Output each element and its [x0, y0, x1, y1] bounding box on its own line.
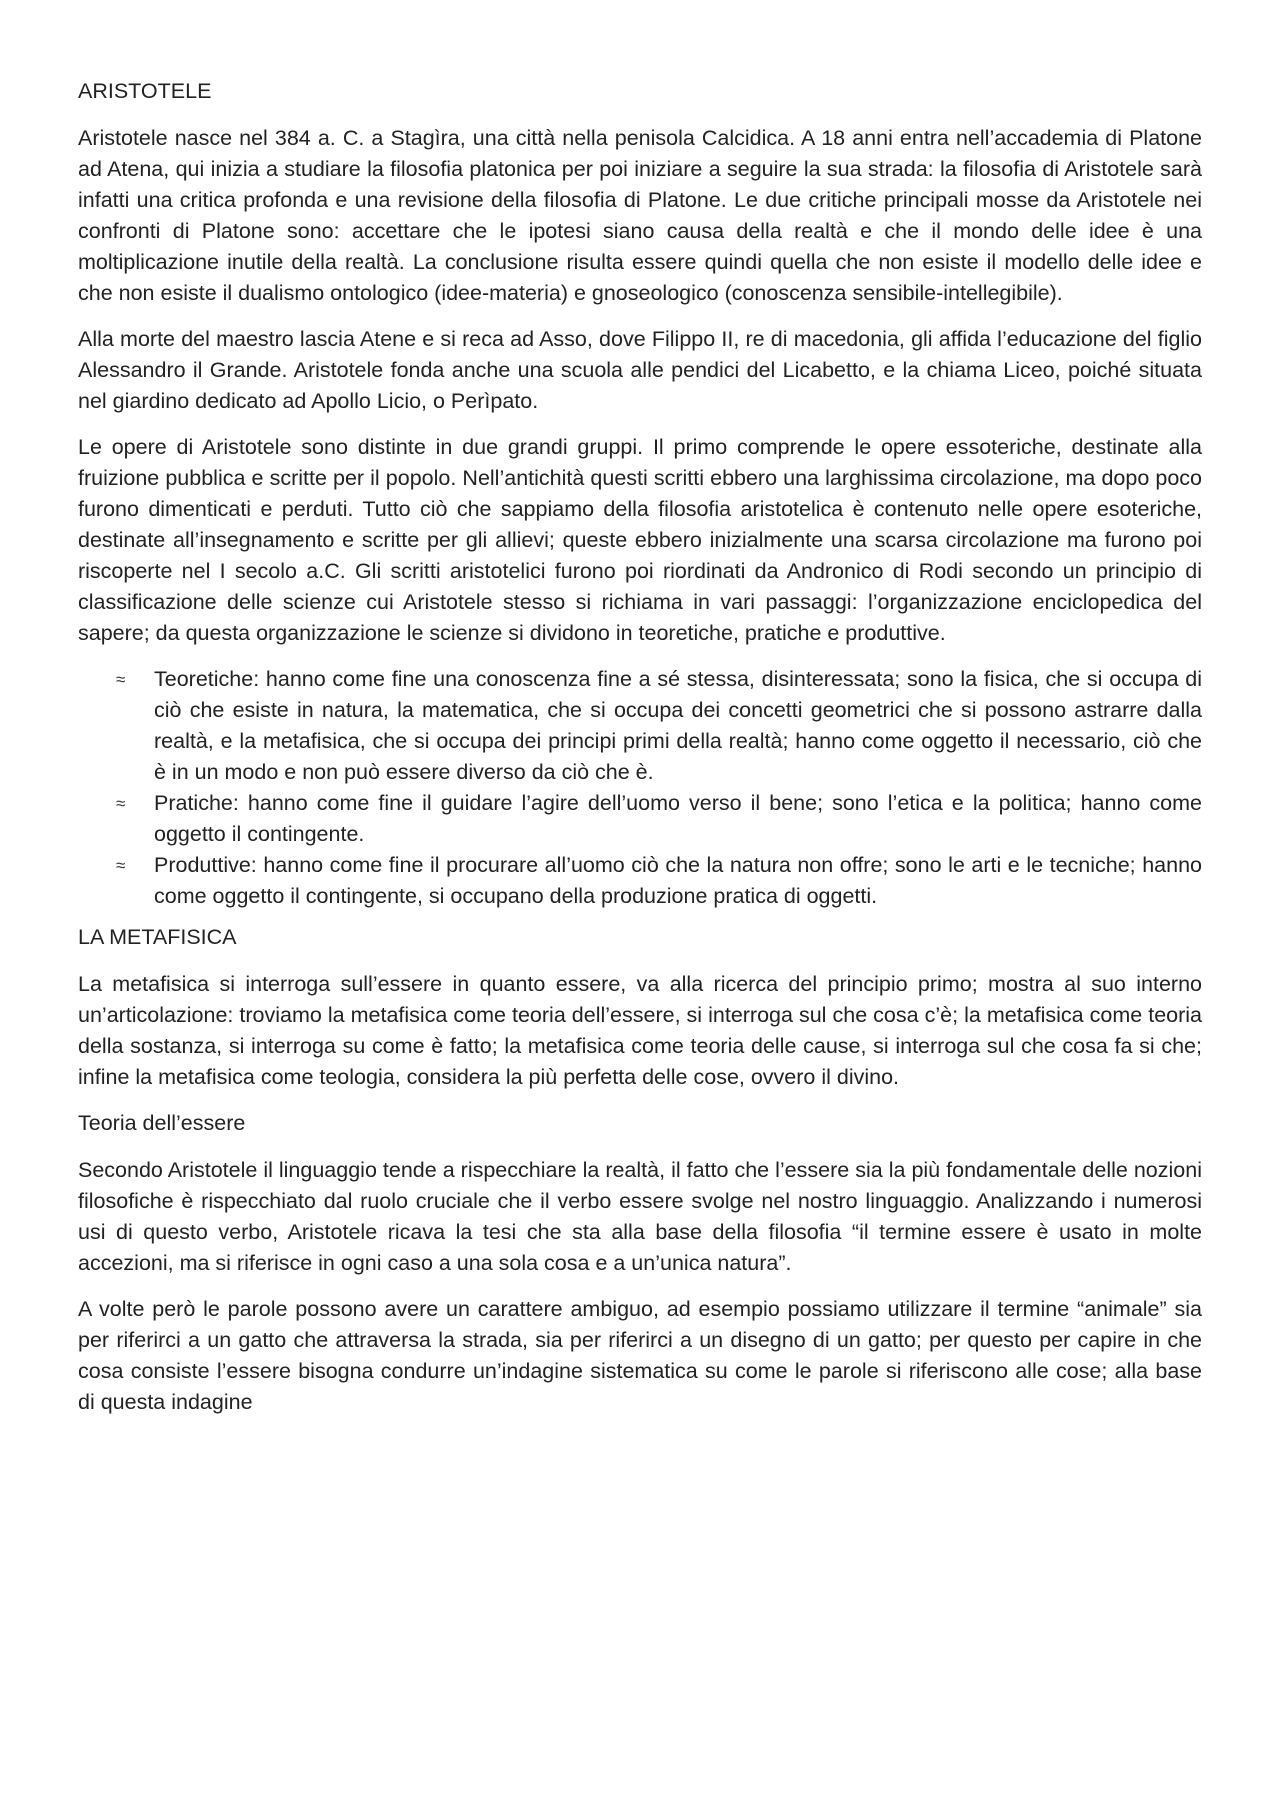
document-page	[78, 76, 1202, 1433]
subsection-paragraph-1: Secondo Aristotele il linguaggio tende a rispecchiare la realtà, il fatto che l’essere sia la più fondamentale delle nozioni filosofiche è rispecchiato dal ruolo cruciale che il verbo essere svolge nel nostro linguaggio. Analizzando i numerosi usi di questo verbo, Aristotele ricava la tesi che sta alla base della filosofia “il termine essere è usato in molte accezioni, ma si riferisce in ogni caso a una sola cosa e a un’unica natura”.	[78, 1158, 1202, 1275]
intro-paragraph-2: Alla morte del maestro lascia Atene e si reca ad Asso, dove Filippo II, re di macedonia, gli affida l’educazione del figlio Alessandro il Grande. Aristotele fonda anche una scuola alle pendici del Licabetto, e la chiama Liceo, poiché situata nel giardino dedicato ad Apollo Licio, o Perìpato.	[78, 327, 1202, 413]
intro-paragraph-3: Le opere di Aristotele sono distinte in due grandi gruppi. Il primo comprende le opere essoteriche, destinate alla fruizione pubblica e scritte per il popolo. Nell’antichità questi scritti ebbero una larghissima circolazione, ma dopo poco furono dimenticati e perduti. Tutto ciò che sappiamo della filosofia aristotelica è contenuto nelle opere esoteriche, destinate all’insegnamento e scritte per gli allievi; queste ebbero inizialmente una scarsa circolazione ma furono poi riscoperte nel I secolo a.C. Gli scritti aristotelici furono poi riordinati da Andronico di Rodi secondo un principio di classificazione delle scienze cui Aristotele stesso si richiama in vari passaggi: l’organizzazione enciclopedica del sapere; da questa organizzazione le scienze si dividono in teoretiche, pratiche e produttive.	[78, 435, 1202, 645]
list-item-pratiche	[116, 788, 1202, 850]
sciences-list	[78, 664, 1202, 912]
list-item-produttive	[116, 850, 1202, 912]
list-item-text: Pratiche: hanno come fine il guidare l’agire dell’uomo verso il bene; sono l’etica e la politica; hanno come oggetto il contingente.	[154, 791, 1202, 846]
list-item-teoretiche	[116, 664, 1202, 788]
section-paragraph: La metafisica si interroga sull’essere in quanto essere, va alla ricerca del principio primo; mostra al suo interno un’articolazione: troviamo la metafisica come teoria dell’essere, si interroga sul che cosa c’è; la metafisica come teoria della sostanza, si interroga su come è fatto; la metafisica come teoria delle cause, si interroga sul che cosa fa si che; infine la metafisica come teologia, considera la più perfetta delle cose, ovvero il divino.	[78, 972, 1202, 1089]
approx-bullet-icon: ≈	[116, 670, 126, 689]
list-item-text: Teoretiche: hanno come fine una conoscenza fine a sé stessa, disinteressata; sono la fisica, che si occupa di ciò che esiste in natura, la matematica, che si occupa dei concetti geometrici che si possono astrarre dalla realtà, e la metafisica, che si occupa dei principi primi della realtà; hanno come oggetto il necessario, ciò che è in un modo e non può essere diverso da ciò che è.	[154, 667, 1202, 784]
subsection-title: Teoria dell’essere	[78, 1111, 246, 1135]
document-title: ARISTOTELE	[78, 79, 212, 103]
approx-bullet-icon: ≈	[116, 794, 126, 813]
subsection-paragraph-2: A volte però le parole possono avere un carattere ambiguo, ad esempio possiamo utilizzare il termine “animale” sia per riferirci a un gatto che attraversa la strada, sia per riferirci a un disegno di un gatto; per questo per capire in che cosa consiste l’essere bisogna condurre un’indagine sistematica su come le parole si riferiscono alle cose; alla base di questa indagine	[78, 1297, 1202, 1414]
intro-paragraph-1: Aristotele nasce nel 384 a. C. a Stagìra, una città nella penisola Calcidica. A 18 anni entra nell’accademia di Platone ad Atena, qui inizia a studiare la filosofia platonica per poi iniziare a seguire la sua strada: la filosofia di Aristotele sarà infatti una critica profonda e una revisione della filosofia di Platone. Le due critiche principali mosse da Aristotele nei confronti di Platone sono: accettare che le ipotesi siano causa della realtà e che il mondo delle idee è una moltiplicazione inutile della realtà. La conclusione risulta essere quindi quella che non esiste il modello delle idee e che non esiste il dualismo ontologico (idee-materia) e gnoseologico (conoscenza sensibile-intellegibile).	[78, 126, 1202, 305]
approx-bullet-icon: ≈	[116, 856, 126, 875]
section-title: LA METAFISICA	[78, 925, 237, 949]
list-item-text: Produttive: hanno come fine il procurare all’uomo ciò che la natura non offre; sono le arti e le tecniche; hanno come oggetto il contingente, si occupano della produzione pratica di oggetti.	[154, 853, 1202, 908]
